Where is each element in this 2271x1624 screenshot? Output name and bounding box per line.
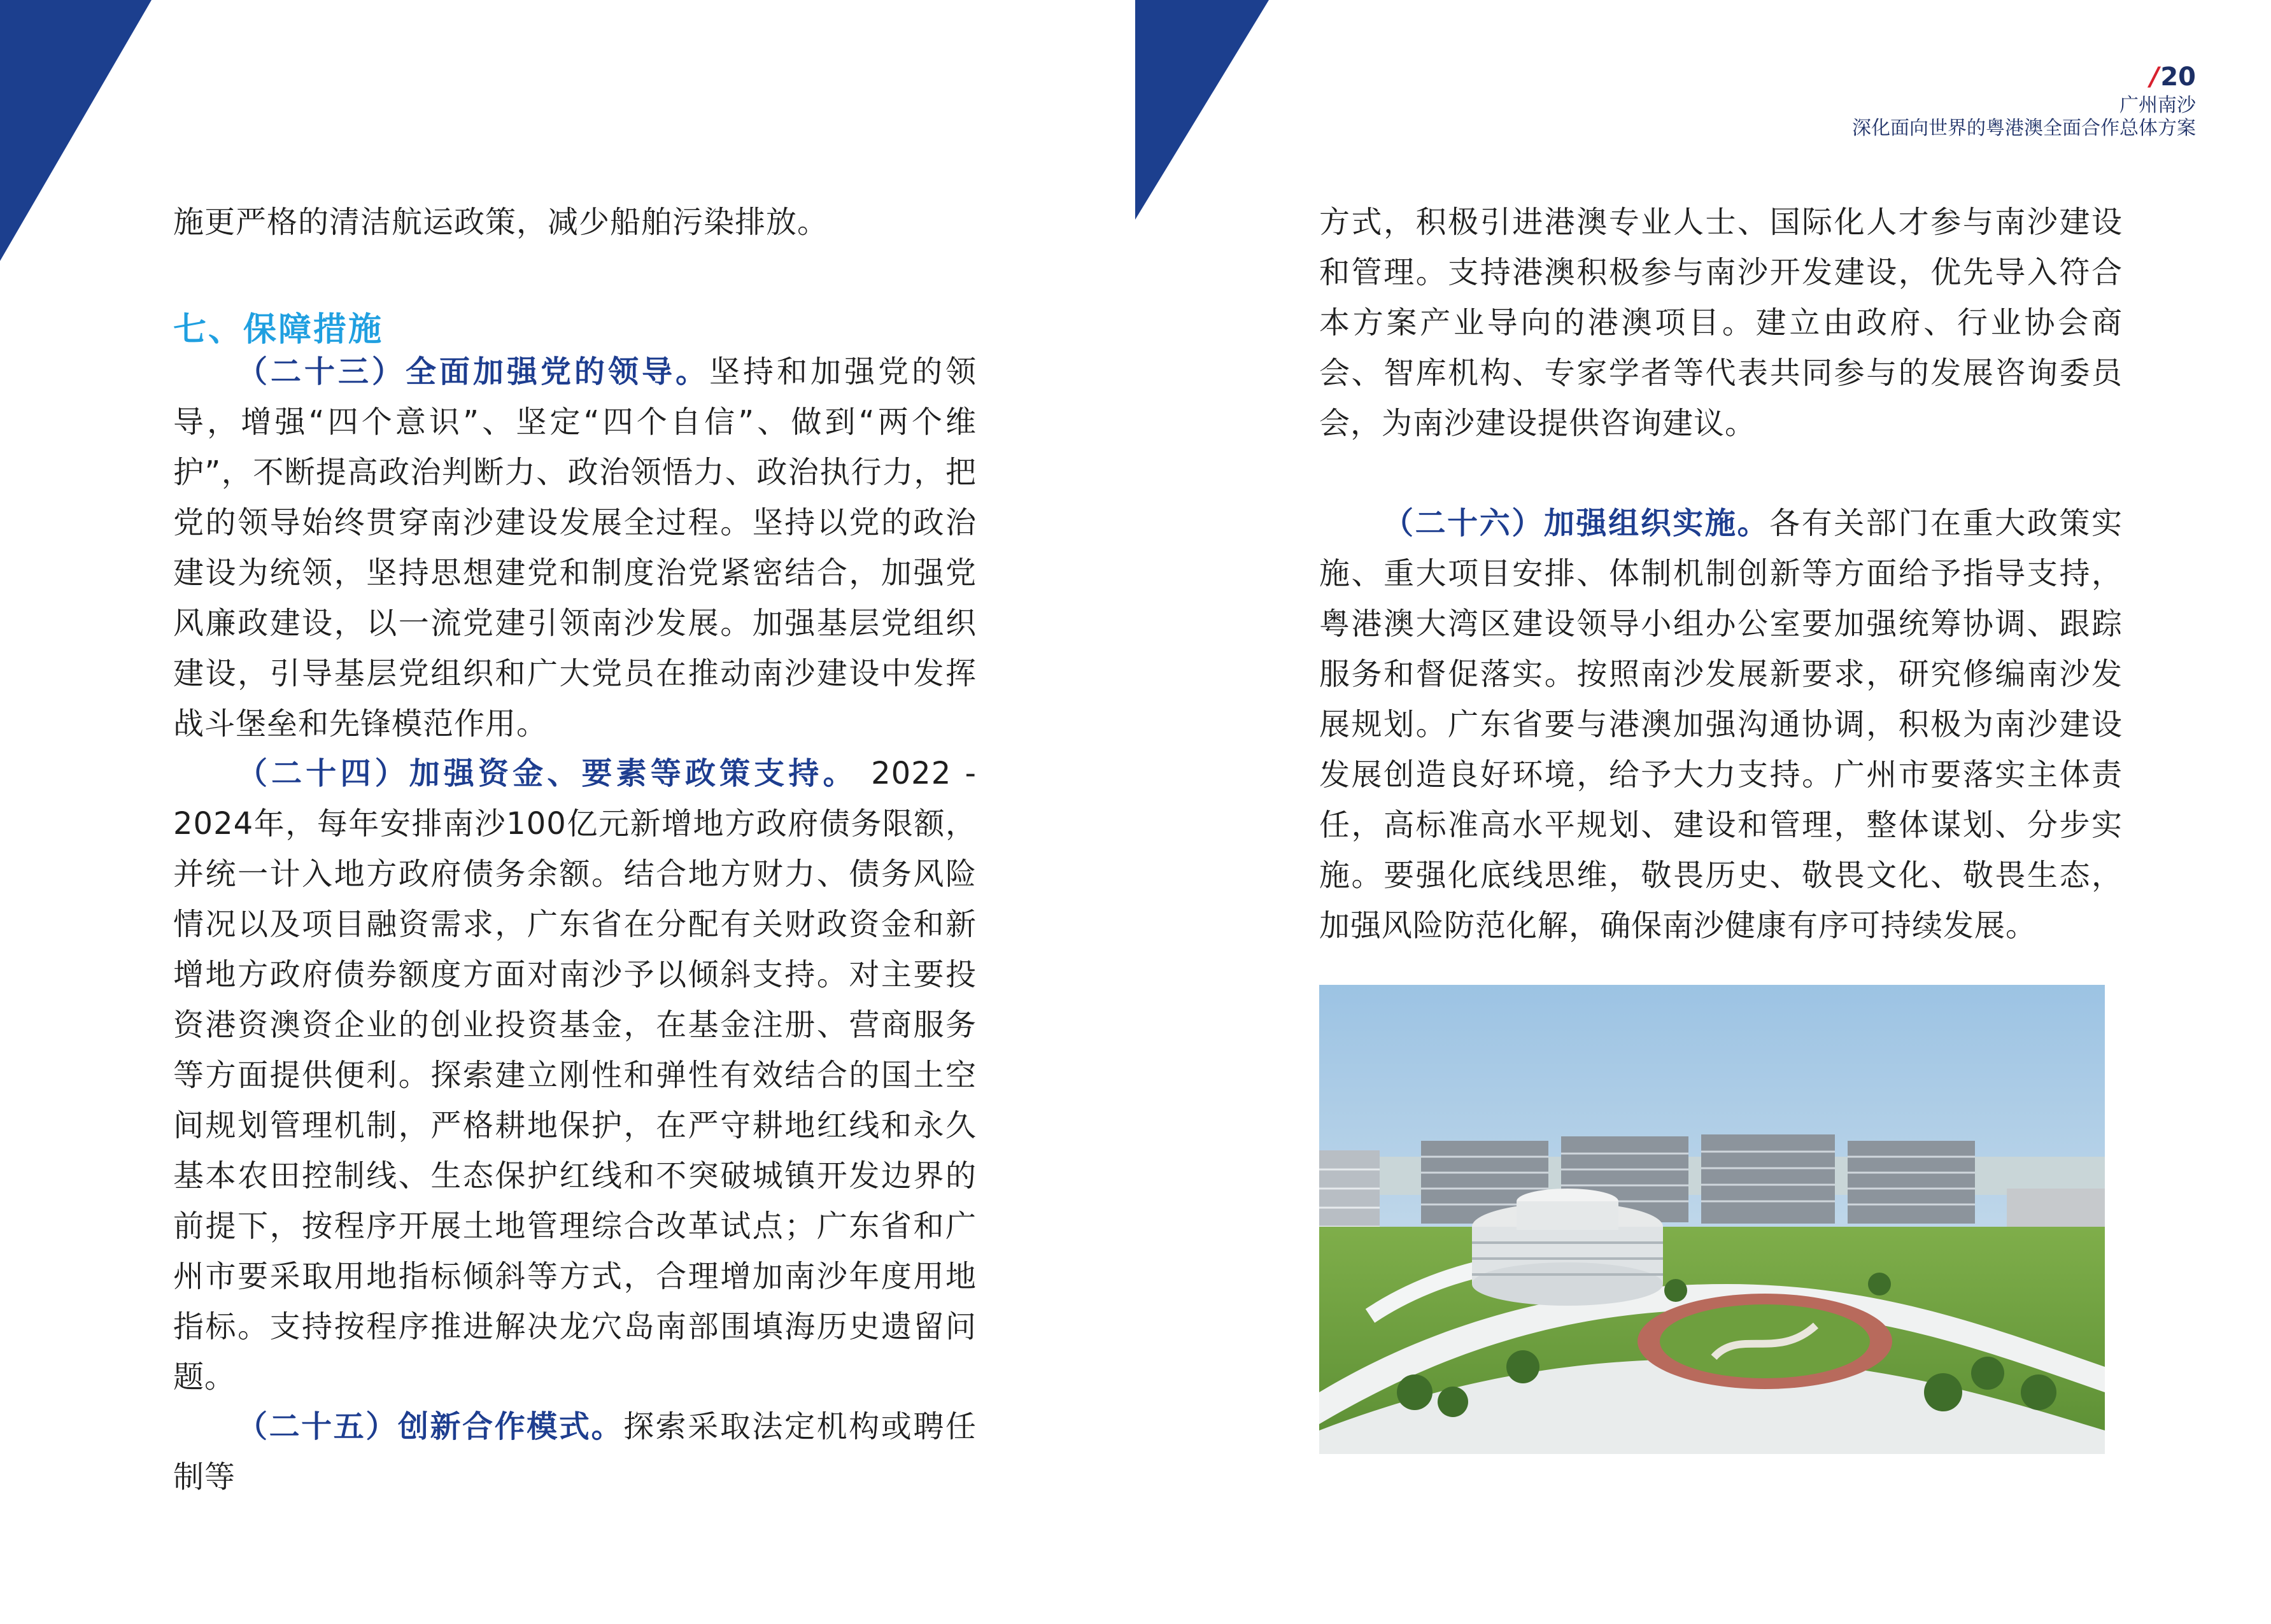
corner-triangle-decoration xyxy=(0,0,153,267)
paragraph-25-continued: 方式，积极引进港澳专业人士、国际化人才参与南沙建设和管理。支持港澳积极参与南沙开发建设，优先导入符合本方案产业导向的港澳项目。建立由政府、行业协会商会、智库机构、专家学者等代表共同参与的发展咨询委员会，为南沙建设提供咨询建议。 xyxy=(1319,204,2123,441)
paragraph-26-heading: （二十六）加强组织实施。 xyxy=(1383,505,1770,541)
header-title: 广州南沙 xyxy=(2119,94,2196,117)
paragraph-24-body: 2022 - 2024年，每年安排南沙100亿元新增地方政府债务限额，并统一计入地方政府债务余额。结合地方财力、债务风险情况以及项目融资需求，广东省在分配有关财政资金和新增地方政府债券额度方面对南沙予以倾斜支持。对主要投资港资澳资企业的创业投资基金，在基金注册、营商服务等方面提供便利。探索建立刚性和弹性有效结合的国土空间规划管理机制，严格耕地保护，在严守耕地红线和永久基本农田控制线、生态保护红线和不突破城镇开发边界的前提下，按程序开展土地管理综合改革试点；广东省和广州市要采取用地指标倾斜等方式，合理增加南沙年度用地指标。支持按程序推进解决龙穴岛南部围填海历史遗留问题。 xyxy=(173,756,987,1395)
intro-paragraph: 施更严格的清洁航运政策，减少船舶污染排放。 xyxy=(173,204,829,240)
corner-triangle-decoration xyxy=(1135,0,1275,229)
section-title: 七、保障措施 xyxy=(173,311,384,349)
header-subtitle: 深化面向世界的粤港澳全面合作总体方案 xyxy=(1852,117,2196,139)
page-number: /20 xyxy=(2149,62,2196,92)
paragraph-25 xyxy=(173,1402,977,1502)
left-page xyxy=(0,0,1135,1624)
paragraph-25-body: 探索采取法定机构或聘任制等 xyxy=(173,1409,977,1495)
paragraph-26-body: 各有关部门在重大政策实施、重大项目安排、体制机制创新等方面给予指导支持，粤港澳大湾区建设领导小组办公室要加强统筹协调、跟踪服务和督促落实。按照南沙发展新要求，研究修编南沙发展规划。广东省要与港澳加强沟通协调，积极为南沙建设发展创造良好环境，给予大力支持。广州市要落实主体责任，高标准高水平规划、建设和管理，整体谋划、分步实施。要强化底线思维，敬畏历史、敬畏文化、敬畏生态，加强风险防范化解，确保南沙健康有序可持续发展。 xyxy=(1319,505,2123,943)
paragraph-25-heading: （二十五）创新合作模式。 xyxy=(237,1409,624,1444)
paragraph-24-heading: （二十四）加强资金、要素等政策支持。 xyxy=(237,756,858,791)
campus-aerial-photo xyxy=(1319,985,2105,1454)
paragraph-23 xyxy=(173,347,977,749)
paragraph-23-heading: （二十三）全面加强党的领导。 xyxy=(237,354,709,390)
paragraph-23-body: 坚持和加强党的领导，增强“四个意识”、坚定“四个自信”、做到“两个维护”，不断提高政治判断力、政治领悟力、政治执行力，把党的领导始终贯穿南沙建设发展全过程。坚持以党的政治建设为统领，坚持思想建党和制度治党紧密结合，加强党风廉政建设，以一流党建引领南沙发展。加强基层党组织建设，引导基层党组织和广大党员在推动南沙建设中发挥战斗堡垒和先锋模范作用。 xyxy=(173,354,977,742)
paragraph-24 xyxy=(173,749,987,1402)
paragraph-26 xyxy=(1319,498,2123,951)
